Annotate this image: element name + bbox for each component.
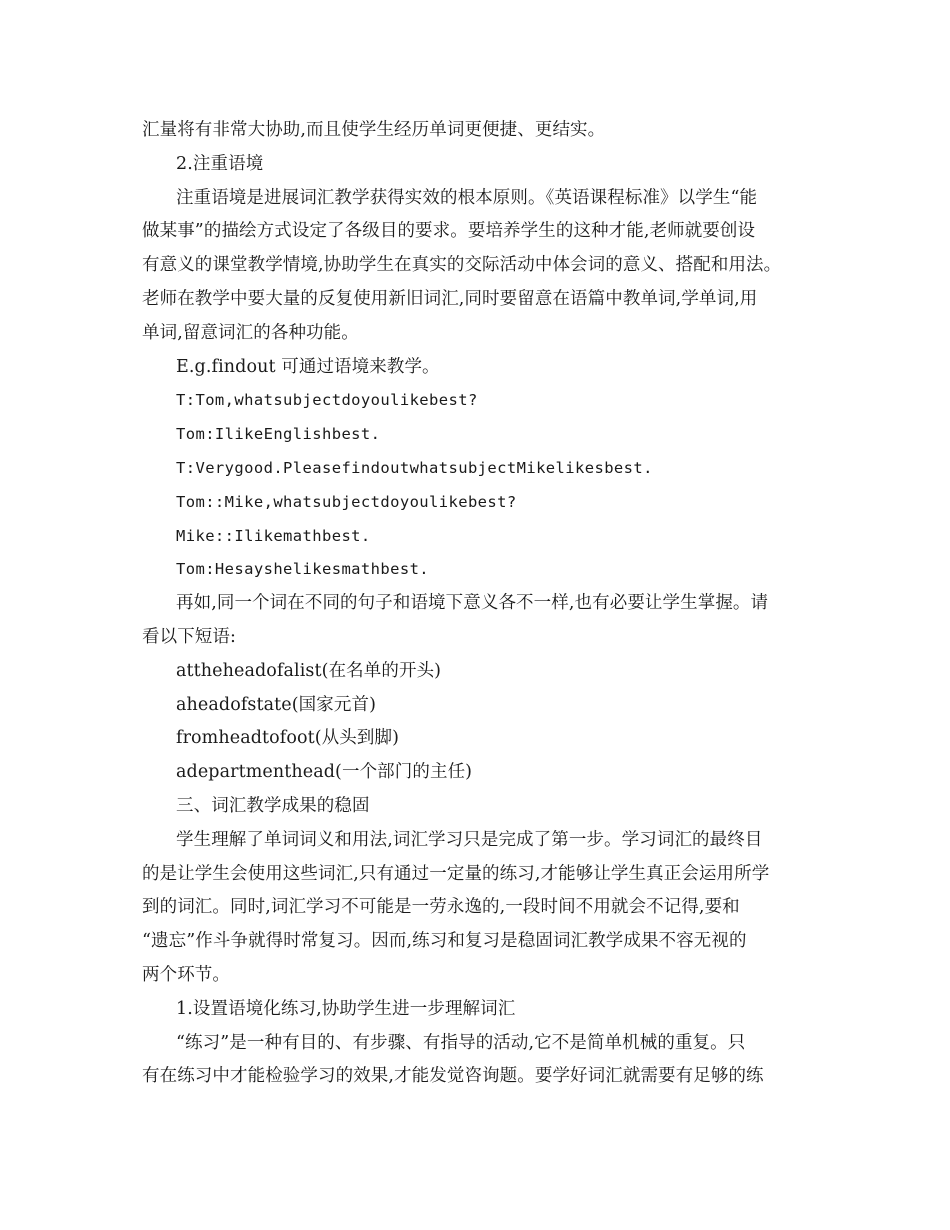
text-line: 做某事”的描绘方式设定了各级目的要求。要培养学生的这种才能,老师就要创设 [142,221,756,242]
text-line: adepartmenthead(一个部门的主任) [176,762,473,783]
text-line: 注重语境是进展词汇教学获得实效的根本原则。《英语课程标准》以学生“能 [176,187,758,208]
document-body [142,114,822,1094]
text-line: 2.注重语境 [176,153,264,174]
text-line: Mike::Ilikemathbest. [176,526,371,545]
text-line: 有意义的课堂教学情境,协助学生在真实的交际活动中体会词的意义、搭配和用法。 [142,255,782,276]
text-line: 汇量将有非常大协助,而且使学生经历单词更便捷、更结实。 [142,120,606,140]
text-line: T:Tom,whatsubjectdoyoulikebest? [176,391,478,410]
text-line: 看以下短语: [142,626,236,647]
text-line: 三、词汇教学成果的稳固 [176,795,370,816]
text-line: fromheadtofoot(从头到脚) [176,728,400,749]
text-line: “遗忘”作斗争就得时常复习。因而,练习和复习是稳固词汇教学成果不容无视的 [142,931,747,952]
text-line: 1.设置语境化练习,协助学生进一步理解词汇 [176,998,516,1019]
text-line: 到的词汇。同时,词汇学习不可能是一劳永逸的,一段时间不用就会不记得,要和 [142,897,740,918]
text-line: aheadofstate(国家元首) [176,694,376,715]
text-line: Tom::Mike,whatsubjectdoyoulikebest? [176,492,517,511]
text-line: 再如,同一个词在不同的句子和语境下意义各不一样,也有必要让学生掌握。请 [176,593,769,614]
text-line: 学生理解了单词词义和用法,词汇学习只是完成了第一步。学习词汇的最终目 [176,829,763,850]
text-line: 单词,留意词汇的各种功能。 [142,322,359,343]
text-line: 老师在教学中要大量的反复使用新旧词汇,同时要留意在语篇中教单词,学单词,用 [142,288,758,309]
text-line: attheheadofalist(在名单的开头) [176,660,442,681]
text-line: 的是让学生会使用这些词汇,只有通过一定量的练习,才能够让学生真正会运用所学 [142,863,770,884]
text-line: 有在练习中才能检验学习的效果,才能发觉咨询题。要学好词汇就需要有足够的练 [142,1066,764,1087]
text-line: “练习”是一种有目的、有步骤、有指导的活动,它不是简单机械的重复。只 [176,1032,746,1053]
text-line: E.g.findout 可通过语境来教学。 [176,356,440,377]
text-line: Tom:Hesayshelikesmathbest. [176,560,430,579]
text-line: T:Verygood.PleasefindoutwhatsubjectMikelikesbest. [176,458,653,477]
text-line: 两个环节。 [142,964,230,985]
text-line: Tom:IlikeEnglishbest. [176,425,381,444]
